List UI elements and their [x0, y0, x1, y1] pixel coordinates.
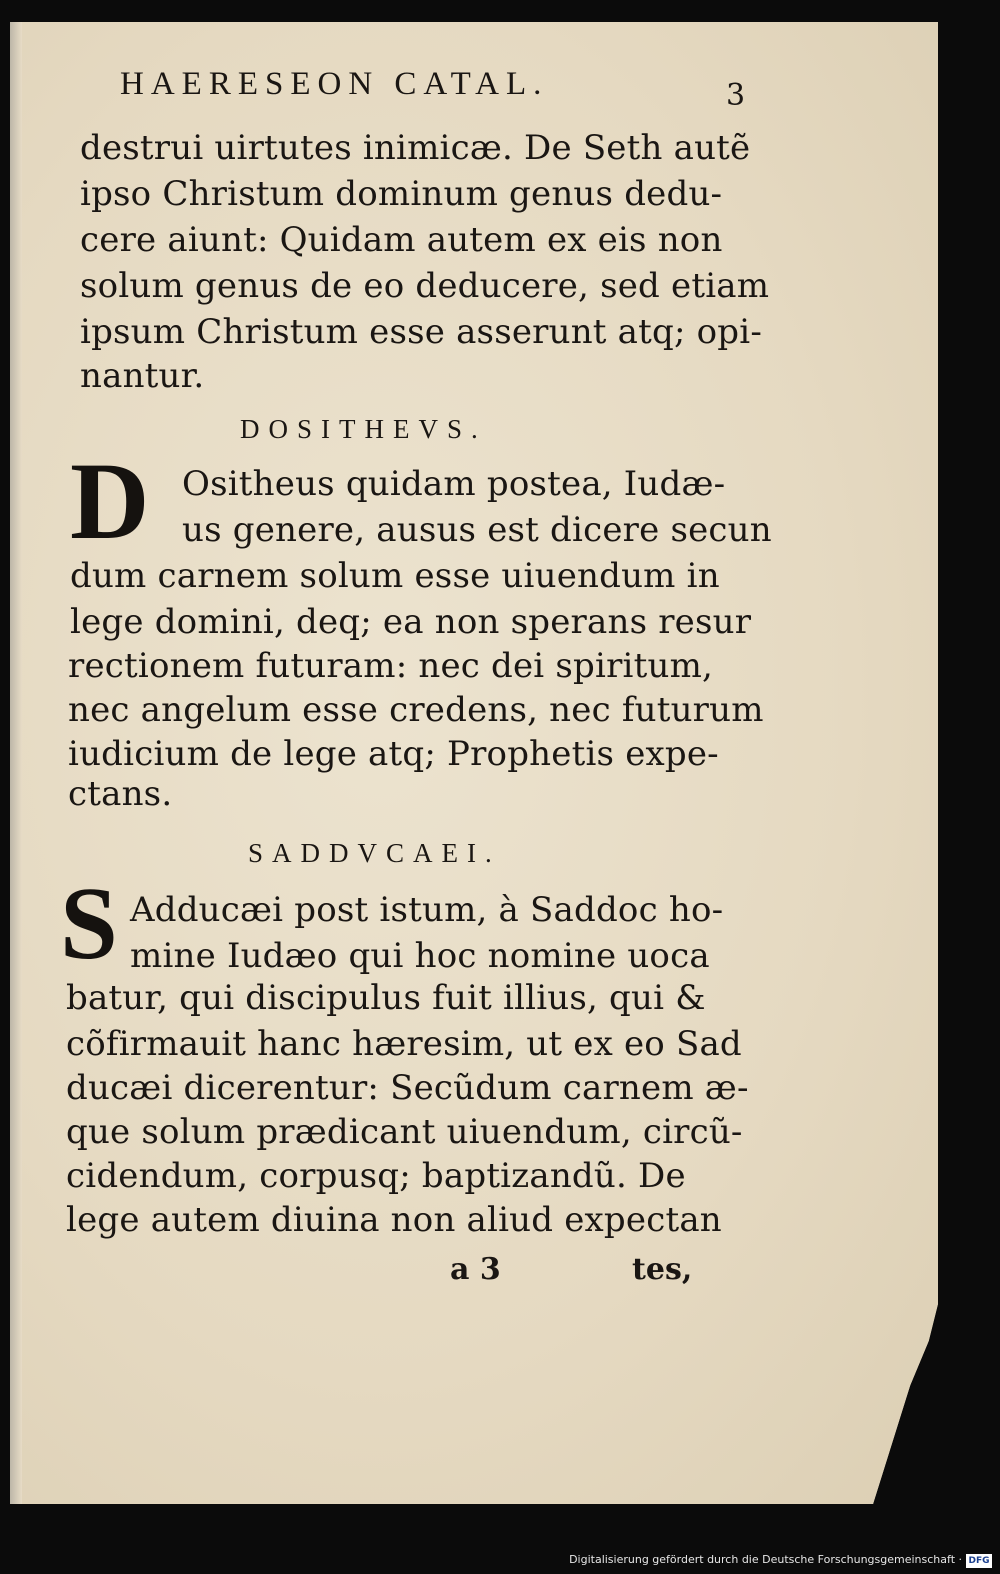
folio-number: 3: [726, 78, 746, 113]
text-line: que solum prædicant uiuendum, circũ-: [66, 1112, 743, 1152]
text-line: cõfirmauit hanc hæresim, ut ex eo Sad: [66, 1024, 742, 1064]
text-line: nec angelum esse credens, nec futurum: [68, 690, 764, 730]
text-line: rectionem futuram: nec dei spiritum,: [68, 646, 714, 686]
text-line: nantur.: [80, 356, 205, 396]
text-line: iudicium de lege atq; Prophetis expe-: [68, 734, 719, 774]
text-line: mine Iudæo qui hoc nomine uoca: [130, 936, 710, 976]
text-line: solum genus de eo deducere, sed etiam: [80, 266, 770, 306]
text-line: lege domini, deq; ea non sperans resur: [70, 602, 752, 642]
running-head: HAERESEON CATAL.: [120, 66, 549, 102]
text-line: ctans.: [68, 774, 173, 814]
text-line: ipsum Christum esse asserunt atq; opi-: [80, 312, 763, 352]
section-heading-dositheus: DOSITHEVS.: [240, 414, 487, 444]
section-heading-sadducaei: SADDVCAEI.: [248, 838, 501, 868]
text-line: dum carnem solum esse uiuendum in: [70, 556, 720, 596]
dfg-logo: DFG: [966, 1554, 992, 1568]
text-line: cidendum, corpusq; baptizandũ. De: [66, 1156, 686, 1196]
drop-cap-s: S: [60, 866, 118, 981]
page-gutter: [10, 22, 22, 1504]
text-line: us genere, ausus est dicere secun: [182, 510, 772, 550]
digitization-credit: Digitalisierung gefördert durch die Deutsche Forschungsgemeinschaft ·: [569, 1553, 962, 1566]
text-line: batur, qui discipulus fuit illius, qui &: [66, 978, 706, 1018]
drop-cap-d: D: [70, 440, 150, 562]
text-line: ipso Christum dominum genus dedu-: [80, 174, 723, 214]
text-line: cere aiunt: Quidam autem ex eis non: [80, 220, 723, 260]
text-line: Adducæi post istum, à Saddoc ho-: [130, 890, 724, 930]
text-line: lege autem diuina non aliud expectan: [66, 1200, 722, 1240]
text-line: Ositheus quidam postea, Iudæ-: [182, 464, 726, 504]
text-line: destrui uirtutes inimicæ. De Seth autẽ: [80, 128, 751, 168]
catchword: tes,: [632, 1252, 693, 1287]
text-line: ducæi dicerentur: Secũdum carnem æ-: [66, 1068, 749, 1108]
signature-mark: a 3: [450, 1252, 501, 1287]
